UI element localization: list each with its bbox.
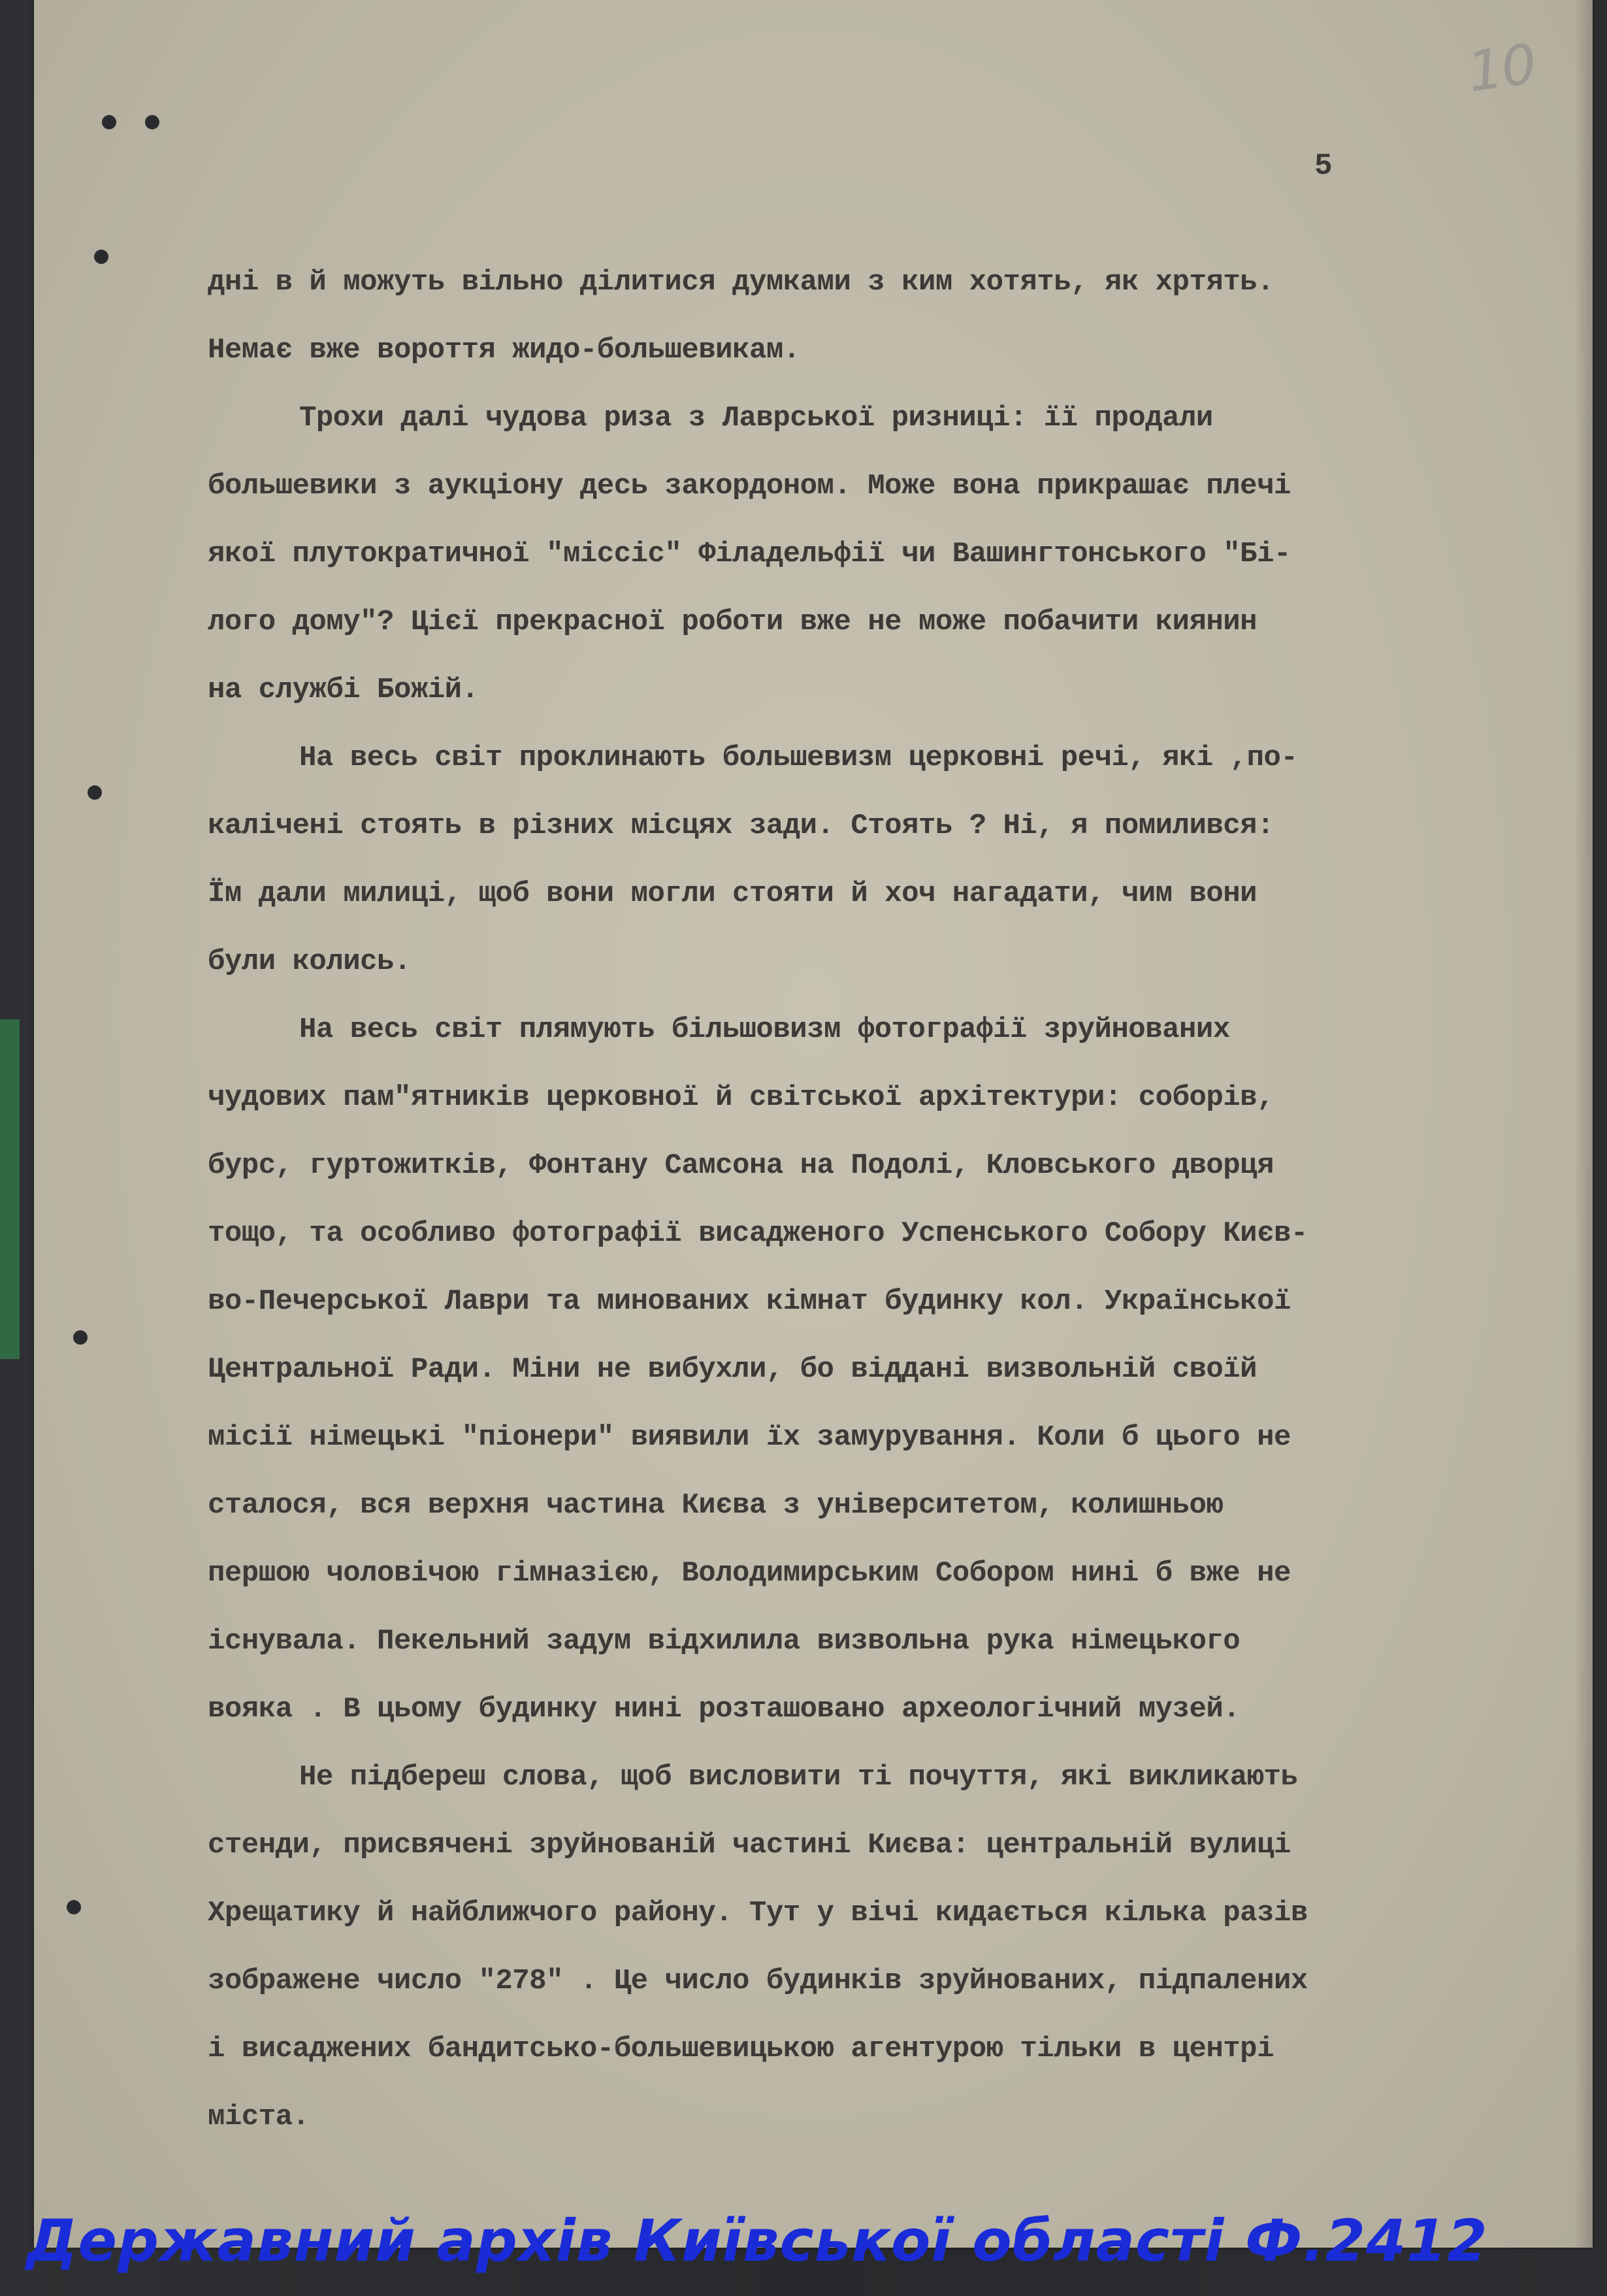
punch-hole [94,250,108,264]
punch-hole [73,1330,88,1345]
text-line: існувала. Пекельний задум відхилила визвольна рука німецького [208,1625,1241,1658]
text-line: стенди, присвячені зруйнованій частині Києва: центральній вулиці [208,1829,1291,1861]
text-line: бурс, гуртожитків, Фонтану Самсона на Подолі, Кловського дворця [208,1149,1274,1182]
page-number: 5 [1314,149,1333,183]
text-line: Хрещатику й найближчого району. Тут у вічі кидається кілька разів [208,1897,1308,1929]
text-line: Немає вже вороття жидо-большевикам. [208,334,800,367]
text-line: тощо, та особливо фотографії висадженого Успенського Собору Києв- [208,1217,1308,1250]
archive-caption: Державний архів Київської області Ф.2412 [26,2207,1488,2274]
text-line: Не підбереш слова, щоб висловити ті почуття, які викликають [299,1761,1298,1794]
text-line: міста. [208,2101,310,2133]
text-line: во-Печерської Лаври та минованих кімнат будинку кол. Української [208,1285,1291,1318]
typed-text [208,248,1566,2151]
text-line: большевики з аукціону десь закордоном. Може вона прикрашає плечі [208,470,1291,502]
text-line: і висаджених бандитсько-большевицькою агентурою тільки в центрі [208,2033,1274,2065]
text-line: Центральної Ради. Міни не вибухли, бо віддані визвольній своїй [208,1353,1258,1386]
text-line: на службі Божій. [208,674,479,706]
text-line: лого дому"? Цієї прекрасної роботи вже не може побачити киянин [208,606,1258,638]
text-line: калічені стоять в різних місцях зади. Стоять ? Ні, я помилився: [208,810,1274,842]
folder-edge [0,1019,20,1359]
text-line: чудових пам"ятників церковної й світської архітектури: соборів, [208,1081,1274,1114]
text-line: Трохи далі чудова риза з Лаврської ризниці: її продали [299,402,1213,435]
text-line: сталося, вся верхня частина Києва з університетом, колишньою [208,1489,1224,1522]
text-line: Їм дали милиці, щоб вони могли стояти й хоч нагадати, чим вони [208,877,1258,910]
text-line: вояка . В цьому будинку нині розташовано археологічний музей. [208,1693,1241,1726]
text-line: першою чоловічою гімназією, Володимирським Собором нині б вже не [208,1557,1291,1590]
folio-number: 10 [1463,31,1540,105]
text-line: були колись. [208,945,411,978]
text-line: дні в й можуть вільно ділитися думками з ким хотять, як хртять. [208,266,1274,299]
text-line: На весь світ плямують більшовизм фотографії зруйнованих [299,1013,1230,1046]
text-line: зображене число "278" . Це число будинків зруйнованих, підпалених [208,1965,1308,1997]
punch-hole [88,785,102,800]
punch-hole [102,115,116,129]
punch-hole [145,115,159,129]
punch-hole [67,1900,81,1914]
text-line: місії німецькі "піонери" виявили їх замурування. Коли б цього не [208,1421,1291,1454]
text-line: На весь світ проклинають большевизм церковні речі, які ,по- [299,742,1298,774]
text-line: якої плутократичної "міссіс" Філадельфії чи Вашингтонського "Бі- [208,538,1291,570]
